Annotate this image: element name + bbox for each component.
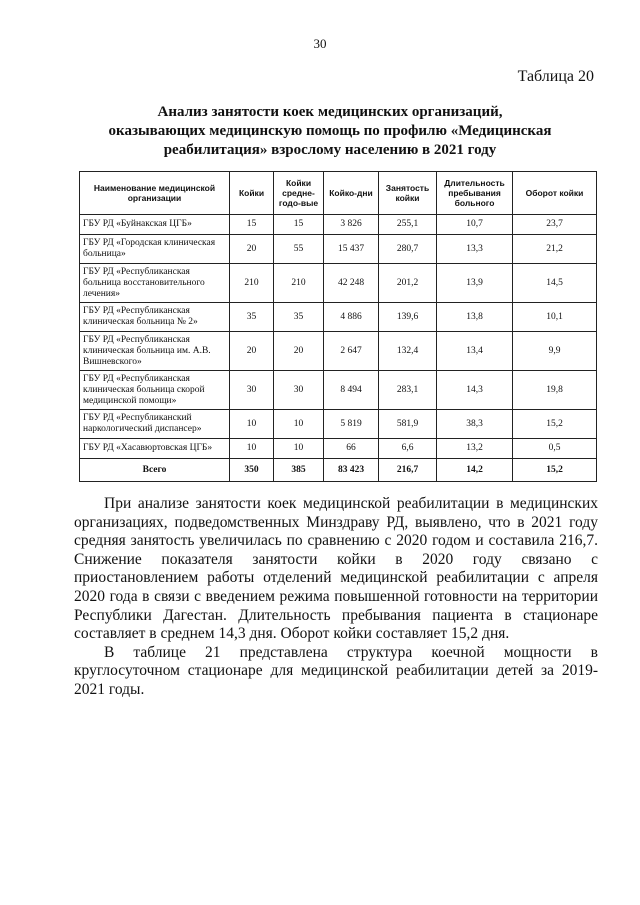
cell-occupancy: 581,9 bbox=[379, 410, 437, 439]
total-beds: 350 bbox=[230, 459, 274, 482]
cell-avg-beds: 210 bbox=[274, 264, 324, 303]
table-row bbox=[80, 439, 597, 459]
title-line: реабилитация» взрослому населению в 2021 году bbox=[163, 142, 497, 158]
cell-stay-length: 14,3 bbox=[437, 371, 513, 410]
cell-turnover: 21,2 bbox=[513, 235, 597, 264]
cell-avg-beds: 20 bbox=[274, 332, 324, 371]
org-name: ГБУ РД «Республиканская больница восстановительного лечения» bbox=[80, 264, 230, 303]
table-header-row bbox=[80, 172, 597, 215]
cell-beds: 10 bbox=[230, 439, 274, 459]
cell-stay-length: 13,4 bbox=[437, 332, 513, 371]
cell-beds: 210 bbox=[230, 264, 274, 303]
cell-occupancy: 283,1 bbox=[379, 371, 437, 410]
table-row bbox=[80, 410, 597, 439]
total-turnover: 15,2 bbox=[513, 459, 597, 482]
cell-beds: 10 bbox=[230, 410, 274, 439]
cell-stay-length: 13,9 bbox=[437, 264, 513, 303]
cell-occupancy: 280,7 bbox=[379, 235, 437, 264]
table-row bbox=[80, 264, 597, 303]
total-stay-length: 14,2 bbox=[437, 459, 513, 482]
header-stay-length: Длительность пребывания больного bbox=[437, 172, 513, 215]
cell-bed-days: 3 826 bbox=[324, 215, 379, 235]
header-bed-days: Койко-дни bbox=[324, 172, 379, 215]
table-row bbox=[80, 235, 597, 264]
cell-bed-days: 15 437 bbox=[324, 235, 379, 264]
total-avg-beds: 385 bbox=[274, 459, 324, 482]
cell-bed-days: 5 819 bbox=[324, 410, 379, 439]
cell-turnover: 9,9 bbox=[513, 332, 597, 371]
cell-beds: 15 bbox=[230, 215, 274, 235]
body-text bbox=[74, 495, 598, 700]
cell-avg-beds: 15 bbox=[274, 215, 324, 235]
cell-turnover: 14,5 bbox=[513, 264, 597, 303]
cell-bed-days: 4 886 bbox=[324, 303, 379, 332]
total-label: Всего bbox=[80, 459, 230, 482]
org-name: ГБУ РД «Республиканский наркологический диспансер» bbox=[80, 410, 230, 439]
cell-stay-length: 13,2 bbox=[437, 439, 513, 459]
table-title bbox=[70, 103, 590, 160]
cell-beds: 30 bbox=[230, 371, 274, 410]
cell-bed-days: 8 494 bbox=[324, 371, 379, 410]
cell-beds: 20 bbox=[230, 332, 274, 371]
org-name: ГБУ РД «Городская клиническая больница» bbox=[80, 235, 230, 264]
cell-avg-beds: 10 bbox=[274, 410, 324, 439]
total-occupancy: 216,7 bbox=[379, 459, 437, 482]
org-name: ГБУ РД «Буйнакская ЦГБ» bbox=[80, 215, 230, 235]
cell-turnover: 10,1 bbox=[513, 303, 597, 332]
cell-occupancy: 139,6 bbox=[379, 303, 437, 332]
cell-avg-beds: 10 bbox=[274, 439, 324, 459]
table-row bbox=[80, 303, 597, 332]
cell-turnover: 23,7 bbox=[513, 215, 597, 235]
org-name: ГБУ РД «Республиканская клиническая больница им. А.В. Вишневского» bbox=[80, 332, 230, 371]
cell-bed-days: 66 bbox=[324, 439, 379, 459]
cell-avg-beds: 30 bbox=[274, 371, 324, 410]
paragraph: При анализе занятости коек медицинской реабилитации в медицинских организациях, подведомственных Минздраву РД, выявлено, что в 2021 году средняя занятость увеличилась по сравнению с 2020 годом и составила 216,7. Снижение показателя занятости койки в 2020 году связано с приостановлением работы отделений медицинской реабилитации с апреля 2020 года в связи с введением режима повышенной готовности на территории Республики Дагестан. Длительность пребывания пациента в стационаре составляет в среднем 14,3 дня. Оборот койки составляет 15,2 дня. bbox=[74, 495, 598, 643]
header-occupancy: Занятость койки bbox=[379, 172, 437, 215]
org-name: ГБУ РД «Хасавюртовская ЦГБ» bbox=[80, 439, 230, 459]
cell-turnover: 19,8 bbox=[513, 371, 597, 410]
table-row bbox=[80, 215, 597, 235]
table-total-row bbox=[80, 459, 597, 482]
cell-stay-length: 10,7 bbox=[437, 215, 513, 235]
cell-stay-length: 38,3 bbox=[437, 410, 513, 439]
cell-occupancy: 255,1 bbox=[379, 215, 437, 235]
header-org-name: Наименование медицинской организации bbox=[80, 172, 230, 215]
paragraph: В таблице 21 представлена структура коечной мощности в круглосуточном стационаре для медицинской реабилитации детей за 2019-2021 годы. bbox=[74, 643, 598, 698]
cell-bed-days: 42 248 bbox=[324, 264, 379, 303]
cell-beds: 20 bbox=[230, 235, 274, 264]
header-turnover: Оборот койки bbox=[513, 172, 597, 215]
header-avg-beds: Койки средне-годо-вые bbox=[274, 172, 324, 215]
bed-occupancy-table bbox=[79, 171, 597, 482]
page-number: 30 bbox=[313, 36, 327, 51]
cell-occupancy: 132,4 bbox=[379, 332, 437, 371]
title-line: оказывающих медицинскую помощь по профилю «Медицинская bbox=[108, 123, 552, 139]
cell-avg-beds: 55 bbox=[274, 235, 324, 264]
cell-beds: 35 bbox=[230, 303, 274, 332]
cell-turnover: 0,5 bbox=[513, 439, 597, 459]
cell-stay-length: 13,3 bbox=[437, 235, 513, 264]
cell-stay-length: 13,8 bbox=[437, 303, 513, 332]
table-row bbox=[80, 332, 597, 371]
org-name: ГБУ РД «Республиканская клиническая больница № 2» bbox=[80, 303, 230, 332]
table-row bbox=[80, 371, 597, 410]
cell-turnover: 15,2 bbox=[513, 410, 597, 439]
cell-occupancy: 201,2 bbox=[379, 264, 437, 303]
header-beds: Койки bbox=[230, 172, 274, 215]
cell-bed-days: 2 647 bbox=[324, 332, 379, 371]
org-name: ГБУ РД «Республиканская клиническая больница скорой медицинской помощи» bbox=[80, 371, 230, 410]
title-line: Анализ занятости коек медицинских организаций, bbox=[157, 104, 503, 120]
cell-avg-beds: 35 bbox=[274, 303, 324, 332]
total-bed-days: 83 423 bbox=[324, 459, 379, 482]
table-label: Таблица 20 bbox=[517, 68, 594, 85]
cell-occupancy: 6,6 bbox=[379, 439, 437, 459]
